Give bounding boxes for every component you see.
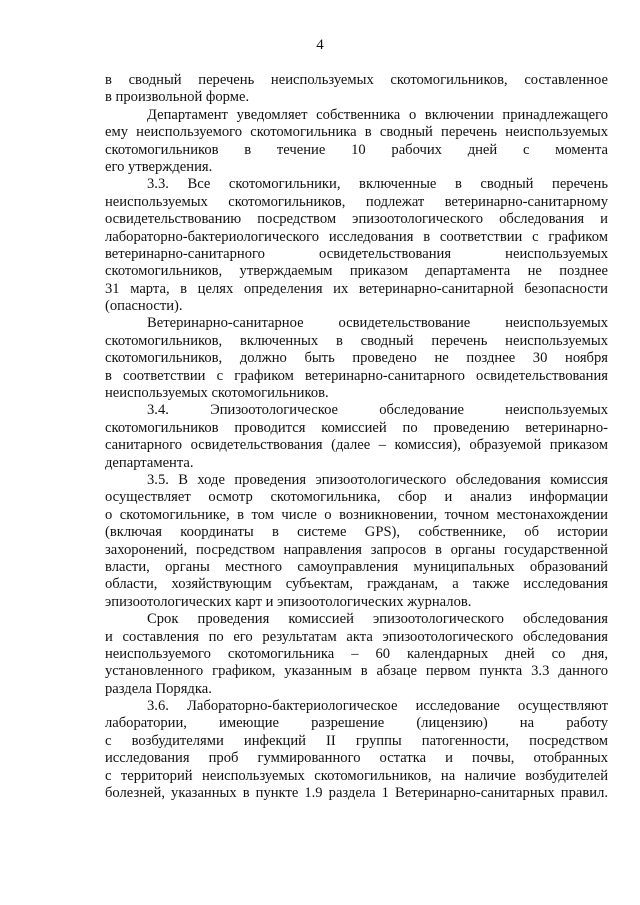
text-line: ему неиспользуемого скотомогильника в сводный перечень неиспользуемых [105, 124, 608, 141]
text-line: Департамент уведомляет собственника о включении принадлежащего [147, 106, 608, 123]
text-line: болезней, указанных в пункте 1.9 раздела 1 Ветеринарно-санитарных правил. [105, 785, 608, 802]
text-line: и составления по его результатам акта эпизоотологического обследования [105, 628, 608, 645]
text-line: освидетельствованию посредством эпизоотологического обследования и [105, 211, 608, 228]
text-line: установленного графиком, указанным в абзаце первом пункта 3.3 данного [105, 663, 608, 680]
text-line: в соответствии с графиком ветеринарно-санитарного освидетельствования [105, 367, 608, 384]
text-line: власти, органы местного самоуправления муниципальных образований [105, 558, 608, 575]
text-line: санитарного освидетельствования (далее – комиссия), образуемой приказом [105, 437, 608, 454]
text-line: неиспользуемых скотомогильников. [105, 385, 329, 402]
text-line: скотомогильников проводится комиссией по проведению ветеринарно- [105, 419, 608, 436]
text-line: скотомогильников, включенных в сводный перечень неиспользуемых [105, 332, 608, 349]
text-line: раздела Порядка. [105, 680, 212, 697]
text-line: 3.6. Лабораторно-бактериологическое исследование осуществляют [147, 698, 608, 715]
text-line: неиспользуемых скотомогильников, подлежат ветеринарно-санитарному [105, 193, 608, 210]
text-line: 31 марта, в целях определения их ветеринарно-санитарной безопасности [105, 280, 608, 297]
text-line: 3.3. Все скотомогильники, включенные в сводный перечень [147, 176, 608, 193]
text-line: Ветеринарно-санитарное освидетельствование неиспользуемых [147, 315, 608, 332]
text-line: (опасности). [105, 298, 183, 315]
document-body [105, 72, 608, 802]
text-line: лабораторно-бактериологического исследования в соответствии с графиком [105, 228, 608, 245]
text-line: его утверждения. [105, 158, 213, 175]
text-line: скотомогильников, должно быть проведено не позднее 30 ноября [105, 350, 608, 367]
text-line: захоронений, посредством направления запросов в органы государственной [105, 541, 608, 558]
text-line: в сводный перечень неиспользуемых скотомогильников, составленное [105, 72, 608, 88]
text-line: в произвольной форме. [105, 89, 250, 106]
text-line: скотомогильников, утверждаемым приказом департамента не позднее [105, 263, 608, 280]
text-line: о скотомогильнике, в том числе о возникновении, точном местонахождении [105, 506, 608, 523]
text-line: лаборатории, имеющие разрешение (лицензию) на работу [105, 715, 608, 732]
text-line: эпизоотологических карт и эпизоотологических журналов. [105, 593, 472, 610]
text-line: 3.5. В ходе проведения эпизоотологического обследования комиссия [147, 471, 608, 488]
text-line: Срок проведения комиссией эпизоотологического обследования [147, 611, 608, 628]
text-line: с территорий неиспользуемых скотомогильников, на наличие возбудителей [105, 767, 608, 784]
text-line: (включая координаты в системе GPS), собственнике, об истории [105, 524, 608, 541]
text-line: 3.4. Эпизоотологическое обследование неиспользуемых [147, 402, 608, 419]
page-number: 4 [316, 37, 324, 53]
text-line: области, хозяйствующим субъектам, гражданам, а также исследования [105, 576, 608, 593]
text-line: осуществляет осмотр скотомогильника, сбор и анализ информации [105, 489, 608, 506]
text-line: департамента. [105, 454, 194, 471]
text-line: исследования проб гуммированного остатка и почвы, отобранных [105, 750, 608, 767]
text-line: ветеринарно-санитарного освидетельствования неиспользуемых [105, 245, 608, 262]
text-line: неиспользуемого скотомогильника – 60 календарных дней со дня, [105, 645, 608, 662]
text-line: скотомогильников в течение 10 рабочих дней с момента [105, 141, 608, 158]
text-line: с возбудителями инфекций II группы патогенности, посредством [105, 732, 608, 749]
